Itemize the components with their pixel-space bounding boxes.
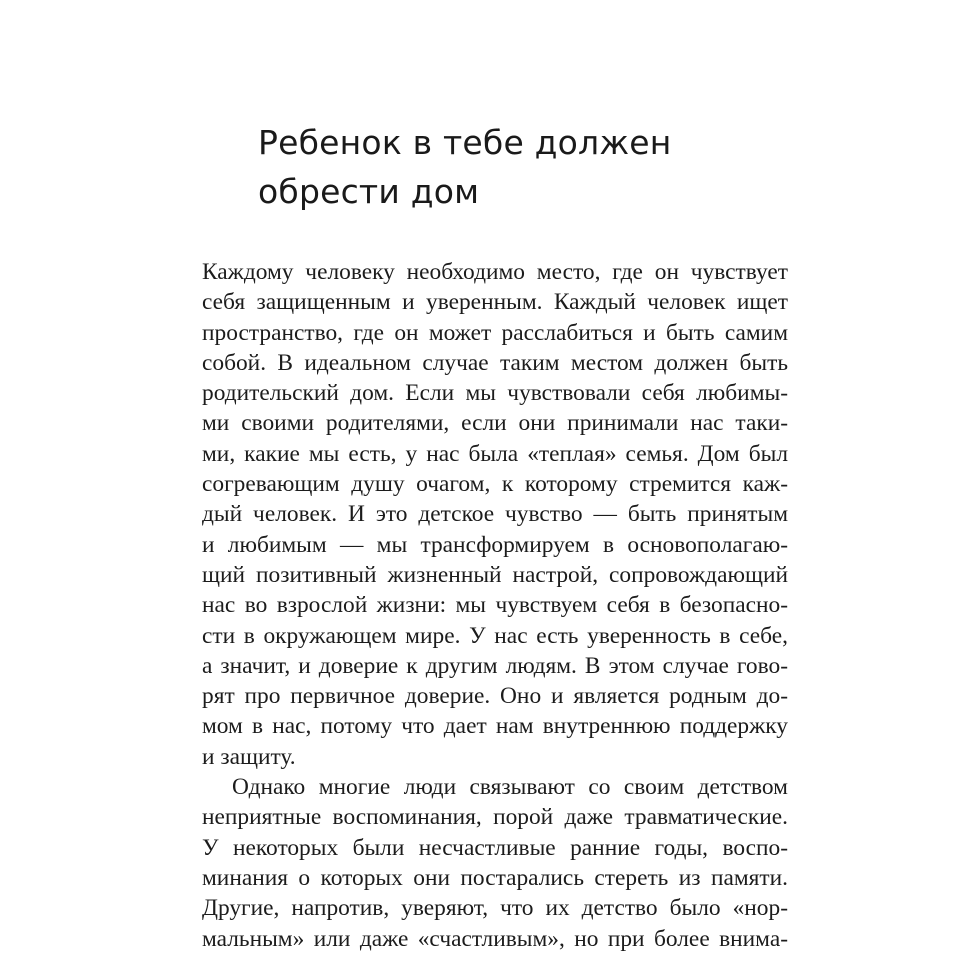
text-line: щий позитивный жизненный настрой, сопровождающий <box>202 561 788 588</box>
text-line: Однако многие люди связывают со своим детством <box>232 774 788 801</box>
text-line: пространство, где он может расслабиться и быть самим <box>202 319 788 346</box>
text-line: сти в окружающем мире. У нас есть уверенность в себе, <box>202 622 788 649</box>
text-line: мом в нас, потому что дает нам внутреннюю поддержку <box>202 713 788 740</box>
text-line: рят про первичное доверие. Оно и является родным до- <box>202 683 788 710</box>
text-line: минания о которых они постарались стереть из памяти. <box>202 864 788 891</box>
text-line: ми своими родителями, если они принимали нас таки- <box>202 410 788 437</box>
text-line: и любимым — мы трансформируем в основополагаю- <box>202 531 788 558</box>
text-line: нас во взрослой жизни: мы чувствуем себя в безопасно- <box>202 592 788 619</box>
text-line: мальным» или даже «счастливым», но при более внима- <box>202 925 788 952</box>
text-line: неприятные воспоминания, порой даже травматические. <box>202 804 788 831</box>
body-text <box>202 257 788 954</box>
text-line: согревающим душу очагом, к которому стремится каж- <box>202 471 788 498</box>
text-line: собой. В идеальном случае таким местом должен быть <box>202 349 788 376</box>
text-line: Другие, напротив, уверяют, что их детство было «нор- <box>202 895 788 922</box>
text-line: ми, какие мы есть, у нас была «теплая» семья. Дом был <box>202 440 788 467</box>
text-line: родительский дом. Если мы чувствовали себя любимы- <box>202 380 788 407</box>
text-line: дый человек. И это детское чувство — быть принятым <box>202 501 788 528</box>
text-line: У некоторых были несчастливые ранние годы, воспо- <box>202 834 788 861</box>
paragraph <box>202 772 788 954</box>
text-line: и защиту. <box>202 743 296 770</box>
text-line: себя защищенным и уверенным. Каждый человек ищет <box>202 289 788 316</box>
paragraph <box>202 257 788 772</box>
chapter-title-line: Ребенок в тебе должен <box>258 123 672 162</box>
chapter-title-line: обрести дом <box>258 172 480 211</box>
chapter-title <box>258 118 818 216</box>
text-line: а значит, и доверие к другим людям. В этом случае гово- <box>202 652 788 679</box>
text-line: Каждому человеку необходимо место, где он чувствует <box>202 259 788 285</box>
